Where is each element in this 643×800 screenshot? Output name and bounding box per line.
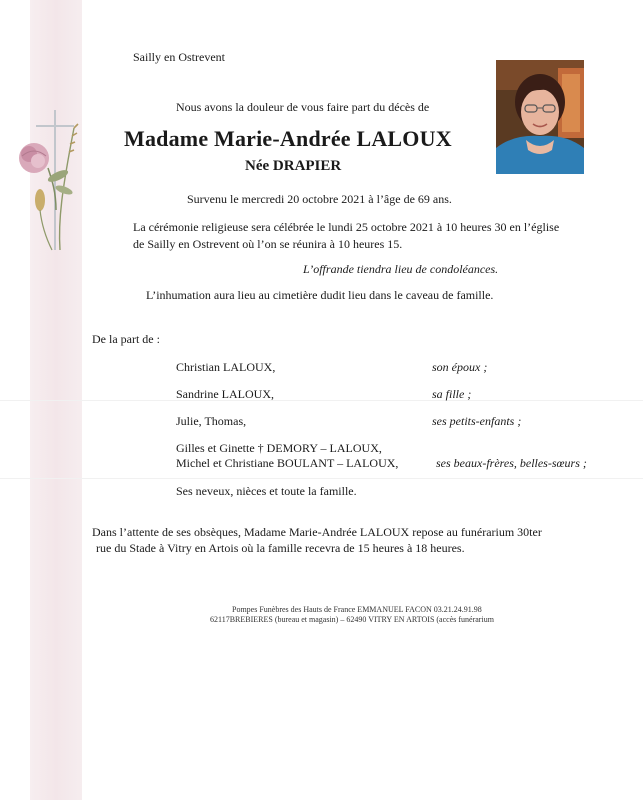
intro-text: Nous avons la douleur de vous faire part du décès de bbox=[176, 100, 430, 114]
family-heading: De la part de : bbox=[92, 332, 160, 346]
town-name: Sailly en Ostrevent bbox=[133, 50, 225, 64]
family-member-name: Christian LALOUX, bbox=[176, 360, 276, 374]
scan-crease-line bbox=[0, 400, 643, 401]
cross-and-rose-icon bbox=[12, 110, 92, 260]
family-member-name: Sandrine LALOUX, bbox=[176, 387, 274, 401]
ceremony-line-1: La cérémonie religieuse sera célébrée le lundi 25 octobre 2021 à 10 heures 30 en l’église bbox=[133, 220, 560, 234]
burial-notice: L’inhumation aura lieu au cimetière dudit lieu dans le caveau de famille. bbox=[146, 288, 494, 302]
funeral-home-notice-line-2: rue du Stade à Vitry en Artois où la famille recevra de 15 heures à 18 heures. bbox=[96, 541, 465, 555]
family-member-relation: son époux ; bbox=[432, 360, 488, 374]
deceased-name: Madame Marie-Andrée LALOUX bbox=[124, 126, 452, 151]
offering-notice: L’offrande tiendra lieu de condoléances. bbox=[303, 262, 499, 276]
family-member-relation: ses beaux-frères, belles-sœurs ; bbox=[436, 456, 587, 470]
death-info: Survenu le mercredi 20 octobre 2021 à l’âge de 69 ans. bbox=[187, 192, 452, 206]
family-member-name: Gilles et Ginette † DEMORY – LALOUX, bbox=[176, 441, 382, 455]
funeral-director-line-1: Pompes Funèbres des Hauts de France EMMANUEL FACON 03.21.24.91.98 bbox=[232, 605, 482, 614]
family-member-name: Julie, Thomas, bbox=[176, 414, 247, 428]
portrait-photo bbox=[496, 60, 584, 174]
ceremony-line-2: de Sailly en Ostrevent où l’on se réunira à 10 heures 15. bbox=[133, 237, 403, 251]
maiden-name: Née DRAPIER bbox=[245, 158, 342, 174]
funeral-director-line-2: 62117BREBIERES (bureau et magasin) – 62490 VITRY EN ARTOIS (accès funérarium bbox=[210, 615, 494, 624]
extended-family: Ses neveux, nièces et toute la famille. bbox=[176, 484, 357, 498]
funeral-home-notice-line-1: Dans l’attente de ses obsèques, Madame Marie-Andrée LALOUX repose au funérarium 30ter bbox=[92, 525, 542, 539]
family-member-relation: ses petits-enfants ; bbox=[432, 414, 522, 428]
scan-crease-line bbox=[0, 478, 643, 479]
family-member-relation: sa fille ; bbox=[432, 387, 472, 401]
family-member-name: Michel et Christiane BOULANT – LALOUX, bbox=[176, 456, 399, 470]
